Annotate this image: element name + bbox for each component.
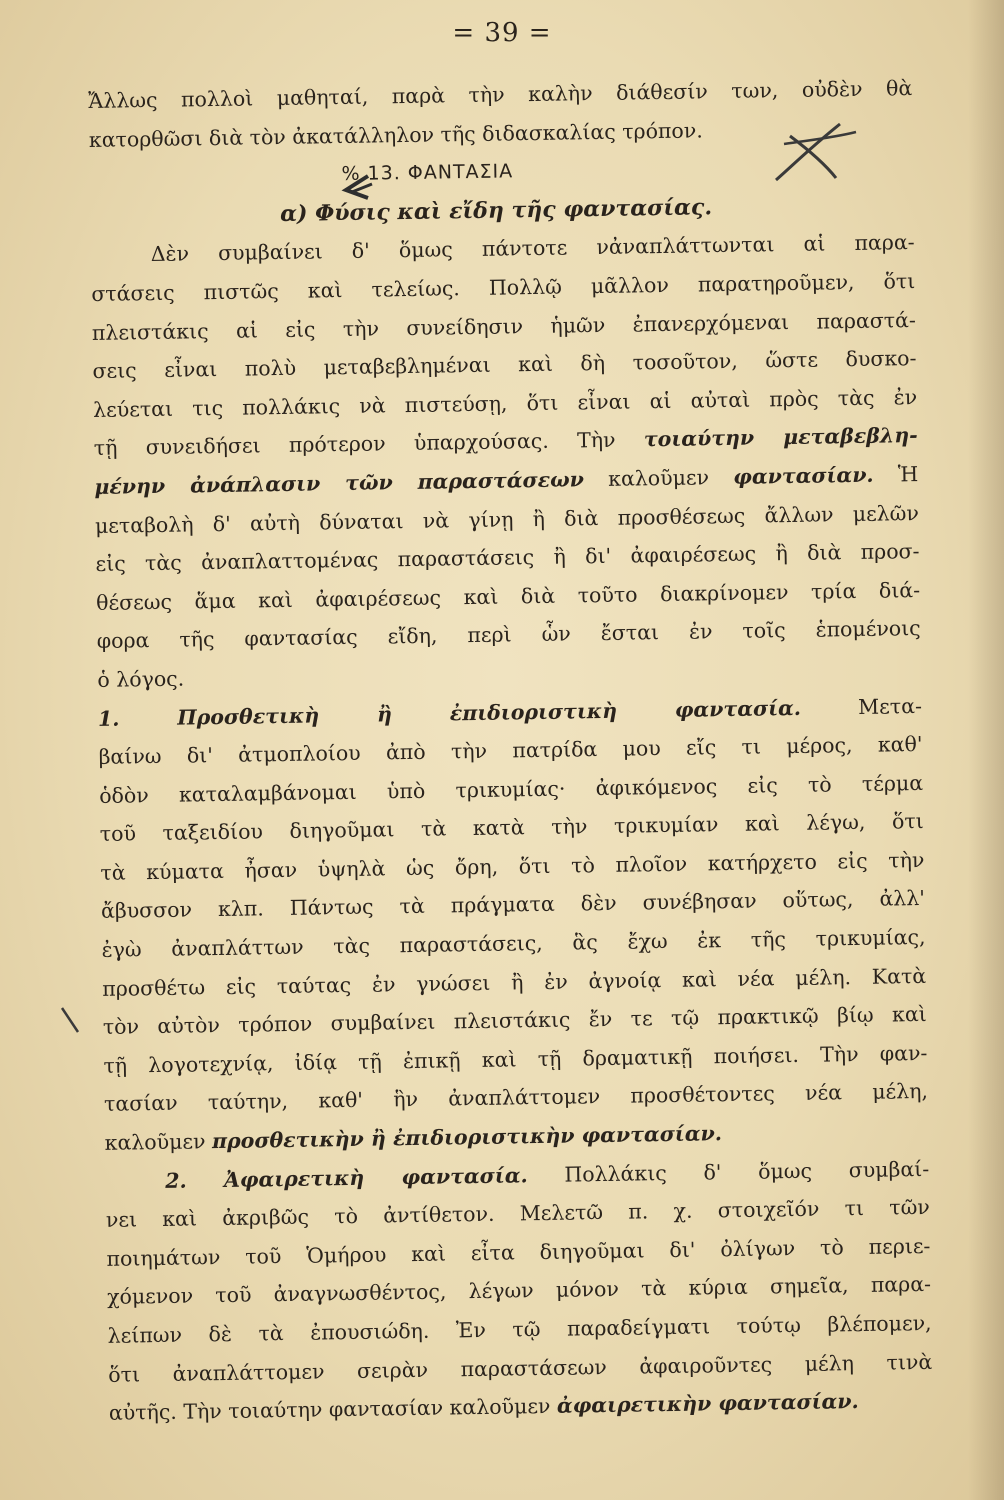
text-line: λεύεται τις πολλάκις νὰ πιστεύσῃ, ὅτι εἶναι αἱ αὐταὶ πρὸς τὰς ἐν <box>92 384 918 422</box>
emphasis-text: προσθετικὴν ἢ ἐπιδιοριστικὴν φαντασίαν. <box>211 1121 723 1154</box>
text-line: ποιημάτων τοῦ Ὁμήρου καὶ εἶτα διηγοῦμαι δι' ὀλίγων τὸ περιε- <box>106 1233 931 1271</box>
text-line: τῇ λογοτεχνίᾳ, ἰδίᾳ τῇ ἐπικῇ καὶ τῇ δραματικῇ ποιήσει. Τὴν φαν- <box>103 1040 928 1078</box>
section-title: ΦΑΝΤΑΣΙΑ <box>407 160 514 185</box>
text-line: Δὲν συμβαίνει δ' ὅμως πάντοτε νἀναπλάττωνται αἱ παρα- <box>150 230 915 267</box>
text-line: κατορθῶσι διὰ τὸν ἀκατάλληλον τῆς διδασκαλίας τρόπον. <box>88 117 703 152</box>
text-line: βαίνω δι' ἀτμοπλοίου ἀπὸ τὴν πατρίδα μου εἴς τι μέρος, καθ' <box>98 732 923 770</box>
text-run: καλοῦμεν <box>607 465 710 491</box>
text-line: τὰ κύματα ἦσαν ὑψηλὰ ὡς ὄρη, ὅτι τὸ πλοῖον κατήρχετο εἰς τὴν <box>100 847 925 885</box>
text-run: Ἡ <box>897 461 919 487</box>
text-line: θέσεως ἅμα καὶ ἀφαιρέσεως καὶ διὰ τοῦτο διακρίνομεν τρία διά- <box>95 577 921 615</box>
text-line: τὸν αὐτὸν τρόπον συμβαίνει πλειστάκις ἔν τε τῷ πρακτικῷ βίῳ καὶ <box>102 1002 927 1040</box>
text-line: ἄβυσσον κλπ. Πάντως τὰ πράγματα δὲν συνέβησαν οὕτως, ἀλλ' <box>100 886 926 924</box>
text-line: πλειστάκις αἱ εἰς τὴν συνείδησιν ἡμῶν ἐπανερχόμεναι παραστά- <box>91 307 917 345</box>
text-run: αὐτῆς. Τὴν τοιαύτην φαντασίαν καλοῦμεν <box>108 1394 551 1426</box>
text-run: Μετα- <box>857 693 923 719</box>
emphasis-text: τοιαύτην μεταβεβλη- <box>643 423 918 452</box>
text-line: τασίαν ταύτην, καθ' ἣν ἀναπλάττομεν προσθέτοντες νέα μέλη, <box>103 1079 929 1117</box>
text-line: στάσεις πιστῶς καὶ τελείως. Πολλῷ μᾶλλον παρατηροῦμεν, ὅτι <box>91 269 916 306</box>
text-line: τοῦ ταξειδίου διηγοῦμαι τὰ κατὰ τὴν τρικυμίαν καὶ λέγω, ὅτι <box>99 809 924 847</box>
text-line: φορα τῆς φαντασίας εἴδη, περὶ ὧν ἔσται ἐν τοῖς ἑπομένοις <box>96 616 921 654</box>
pencil-mark-margin <box>58 1004 82 1036</box>
text-line: ὁ λόγος. <box>97 666 185 692</box>
section-number: % 13. <box>341 162 401 186</box>
page-edge-shadow <box>968 0 1004 1500</box>
text-line: εἰς τὰς ἀναπλαττομένας παραστάσεις ἢ δι' ἀφαιρέσεως ἢ διὰ προσ- <box>95 539 920 577</box>
text-line: μεταβολὴ δ' αὐτὴ δύναται νὰ γίνῃ ἢ διὰ προσθέσεως ἄλλων μελῶν <box>94 500 920 538</box>
text-line: ἐγὼ ἀναπλάττων τὰς παραστάσεις, ἃς ἔχω ἐκ τῆς τρικυμίας, <box>101 925 926 962</box>
text-run: τῇ συνειδήσει πρότερον ὑπαρχούσας. Τὴν <box>93 428 616 461</box>
text-line: λείπων δὲ τὰ ἐπουσιώδη. Ἐν τῷ παραδείγματι τούτῳ βλέπομεν, <box>107 1310 932 1348</box>
text-line: Ἄλλως πολλοὶ μαθηταί, παρὰ τὴν καλὴν διάθεσίν των, οὐδὲν θὰ <box>88 76 913 113</box>
text-line: χόμενον τοῦ ἀναγνωσθέντος, λέγων μόνον τὰ κύρια σημεῖα, παρα- <box>106 1272 932 1310</box>
text-run: καλοῦμεν <box>104 1129 206 1155</box>
page-body <box>88 69 933 1433</box>
text-line: σεις εἶναι πολὺ μεταβεβλημέναι καὶ δὴ τοσοῦτον, ὥστε δυσκο- <box>92 346 917 384</box>
text-line: ὅτι ἀναπλάττομεν σειρὰν παραστάσεων ἀφαιροῦντες μέλη τινὰ <box>108 1349 933 1387</box>
text-run: Πολλάκις δ' ὅμως συμβαί- <box>564 1156 930 1187</box>
text-line: νει καὶ ἀκριβῶς τὸ ἀντίθετον. Μελετῶ π. χ. στοιχεῖόν τι τῶν <box>105 1195 930 1233</box>
emphasis-text: φαντασίαν. <box>733 462 874 489</box>
text-line: ὁδὸν καταλαμβάνομαι ὑπὸ τρικυμίας· ἀφικόμενος εἰς τὸ τέρμα <box>99 770 924 808</box>
paragraph-heading: 2. Ἀφαιρετικὴ φαντασία. <box>165 1162 528 1193</box>
paragraph-heading: 1. Προσθετικὴ ἢ ἐπιδιοριστικὴ φαντασία. <box>97 695 802 731</box>
emphasis-text: ἀφαιρετικὴν φαντασίαν. <box>556 1389 859 1418</box>
page-number: = 39 = <box>452 18 552 48</box>
text-line: προσθέτω εἰς ταύτας ἐν γνώσει ἢ ἐν ἀγνοίᾳ καὶ νέα μέλη. Κατὰ <box>102 963 927 1001</box>
section-subheading: α) Φύσις καὶ εἴδη τῆς φαντασίας. <box>279 193 713 227</box>
emphasis-text: μένην ἀνάπλασιν τῶν παραστάσεων <box>94 467 585 499</box>
